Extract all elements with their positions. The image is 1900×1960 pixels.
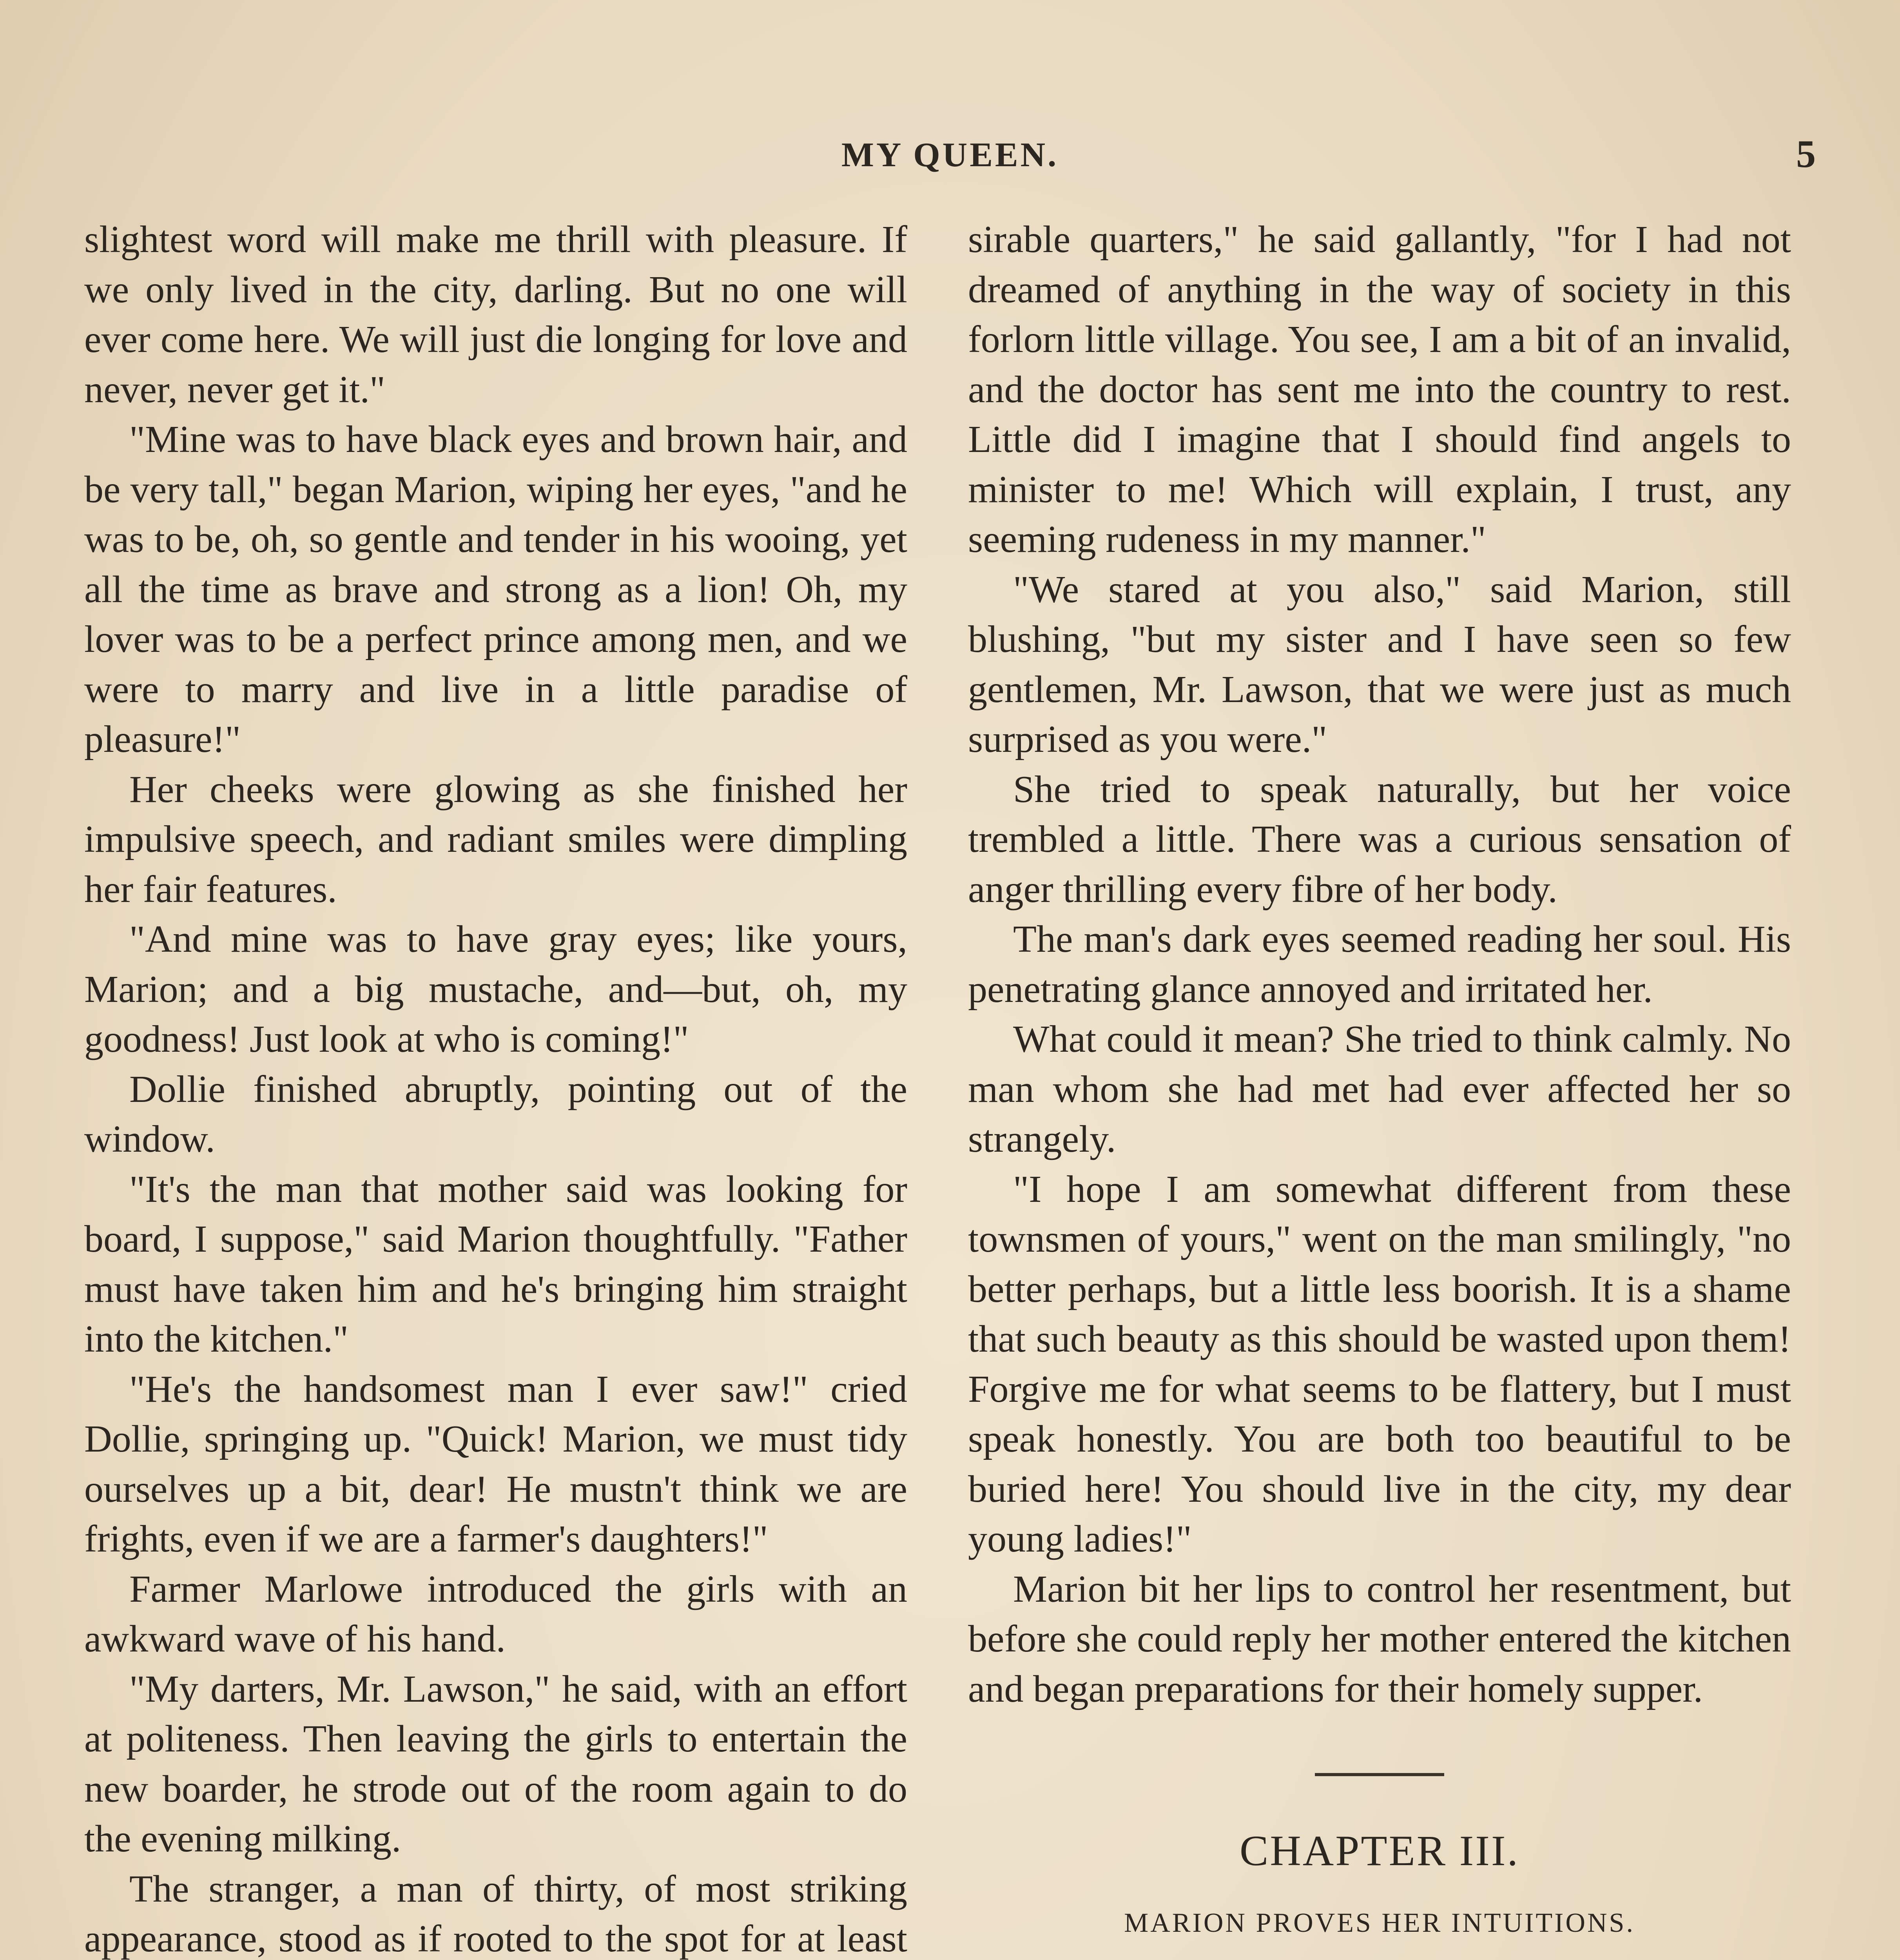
paragraph: Dollie finished abruptly, pointing out of the window. xyxy=(84,1068,907,1160)
chapter-title: CHAPTER III. xyxy=(1239,1827,1520,1875)
paragraph: "Mine was to have black eyes and brown hair, and be very tall," began Marion, wiping her eyes, "and he was to be, oh, so gentle and tender in his wooing, yet all the time as brave and strong as a lion! Oh, my lover was to be a perfect prince among men, and we were to marry and live in a little paradise of pleasure!" xyxy=(84,418,907,760)
paragraph: The man's dark eyes seemed reading her soul. His penetrating glance annoyed and irritated her. xyxy=(968,918,1791,1011)
running-title: MY QUEEN. xyxy=(841,136,1059,174)
section-divider xyxy=(1315,1773,1444,1776)
paragraph: Her cheeks were glowing as she finished her impulsive speech, and radiant smiles were dimpling her fair features. xyxy=(84,768,907,911)
paragraph: The stranger, a man of thirty, of most striking appearance, stood as if rooted to the spot for at least xyxy=(84,1867,907,1960)
left-column xyxy=(84,215,907,1960)
paragraph: "My darters, Mr. Lawson," he said, with an effort at politeness. Then leaving the girls to entertain the new boarder, he strode out of the room again to do the evening milking. xyxy=(84,1668,907,1860)
paragraph: "And mine was to have gray eyes; like yours, Marion; and a big mustache, and—but, oh, my goodness! Just look at who is coming!" xyxy=(84,918,907,1060)
paragraph: Marion bit her lips to control her resentment, but before she could reply her mother entered the kitchen and began preparations for their homely supper. xyxy=(968,1568,1791,1710)
right-column xyxy=(968,215,1791,1960)
paragraph: She tried to speak naturally, but her voice trembled a little. There was a curious sensation of anger thrilling every fibre of her body. xyxy=(968,768,1791,911)
paragraph: Farmer Marlowe introduced the girls with an awkward wave of his hand. xyxy=(84,1568,907,1660)
chapter-subtitle: MARION PROVES HER INTUITIONS. xyxy=(1124,1908,1635,1938)
page-number: 5 xyxy=(1796,132,1816,176)
paragraph: "He's the handsomest man I ever saw!" cried Dollie, springing up. "Quick! Marion, we must tidy ourselves up a bit, dear! He mustn't think we are frights, even if we are a farmer's daughters!" xyxy=(84,1368,907,1560)
paragraph: "We stared at you also," said Marion, still blushing, "but my sister and I have seen so few gentlemen, Mr. Lawson, that we were just as much surprised as you were." xyxy=(968,568,1791,760)
paragraph: "It's the man that mother said was looking for board, I suppose," said Marion thoughtfully. "Father must have taken him and he's bringing him straight into the kitchen." xyxy=(84,1168,907,1360)
paragraph: "I hope I am somewhat different from these townsmen of yours," went on the man smilingly, "no better perhaps, but a little less boorish. It is a shame that such beauty as this should be wasted upon them! Forgive me for what seems to be flattery, but I must speak honestly. You are both too beautiful to be buried here! You should live in the city, my dear young ladies!" xyxy=(968,1168,1791,1560)
paragraph: slightest word will make me thrill with pleasure. If we only lived in the city, darling. But no one will ever come here. We will just die longing for love and never, never get it." xyxy=(84,218,907,411)
paragraph: sirable quarters," he said gallantly, "for I had not dreamed of anything in the way of society in this forlorn little village. You see, I am a bit of an invalid, and the doctor has sent me into the country to rest. Little did I imagine that I should find angels to minister to me! Which will explain, I trust, any seeming rudeness in my manner." xyxy=(968,218,1791,561)
page-header xyxy=(0,132,1900,182)
paragraph: What could it mean? She tried to think calmly. No man whom she had met had ever affected her so strangely. xyxy=(968,1018,1791,1160)
